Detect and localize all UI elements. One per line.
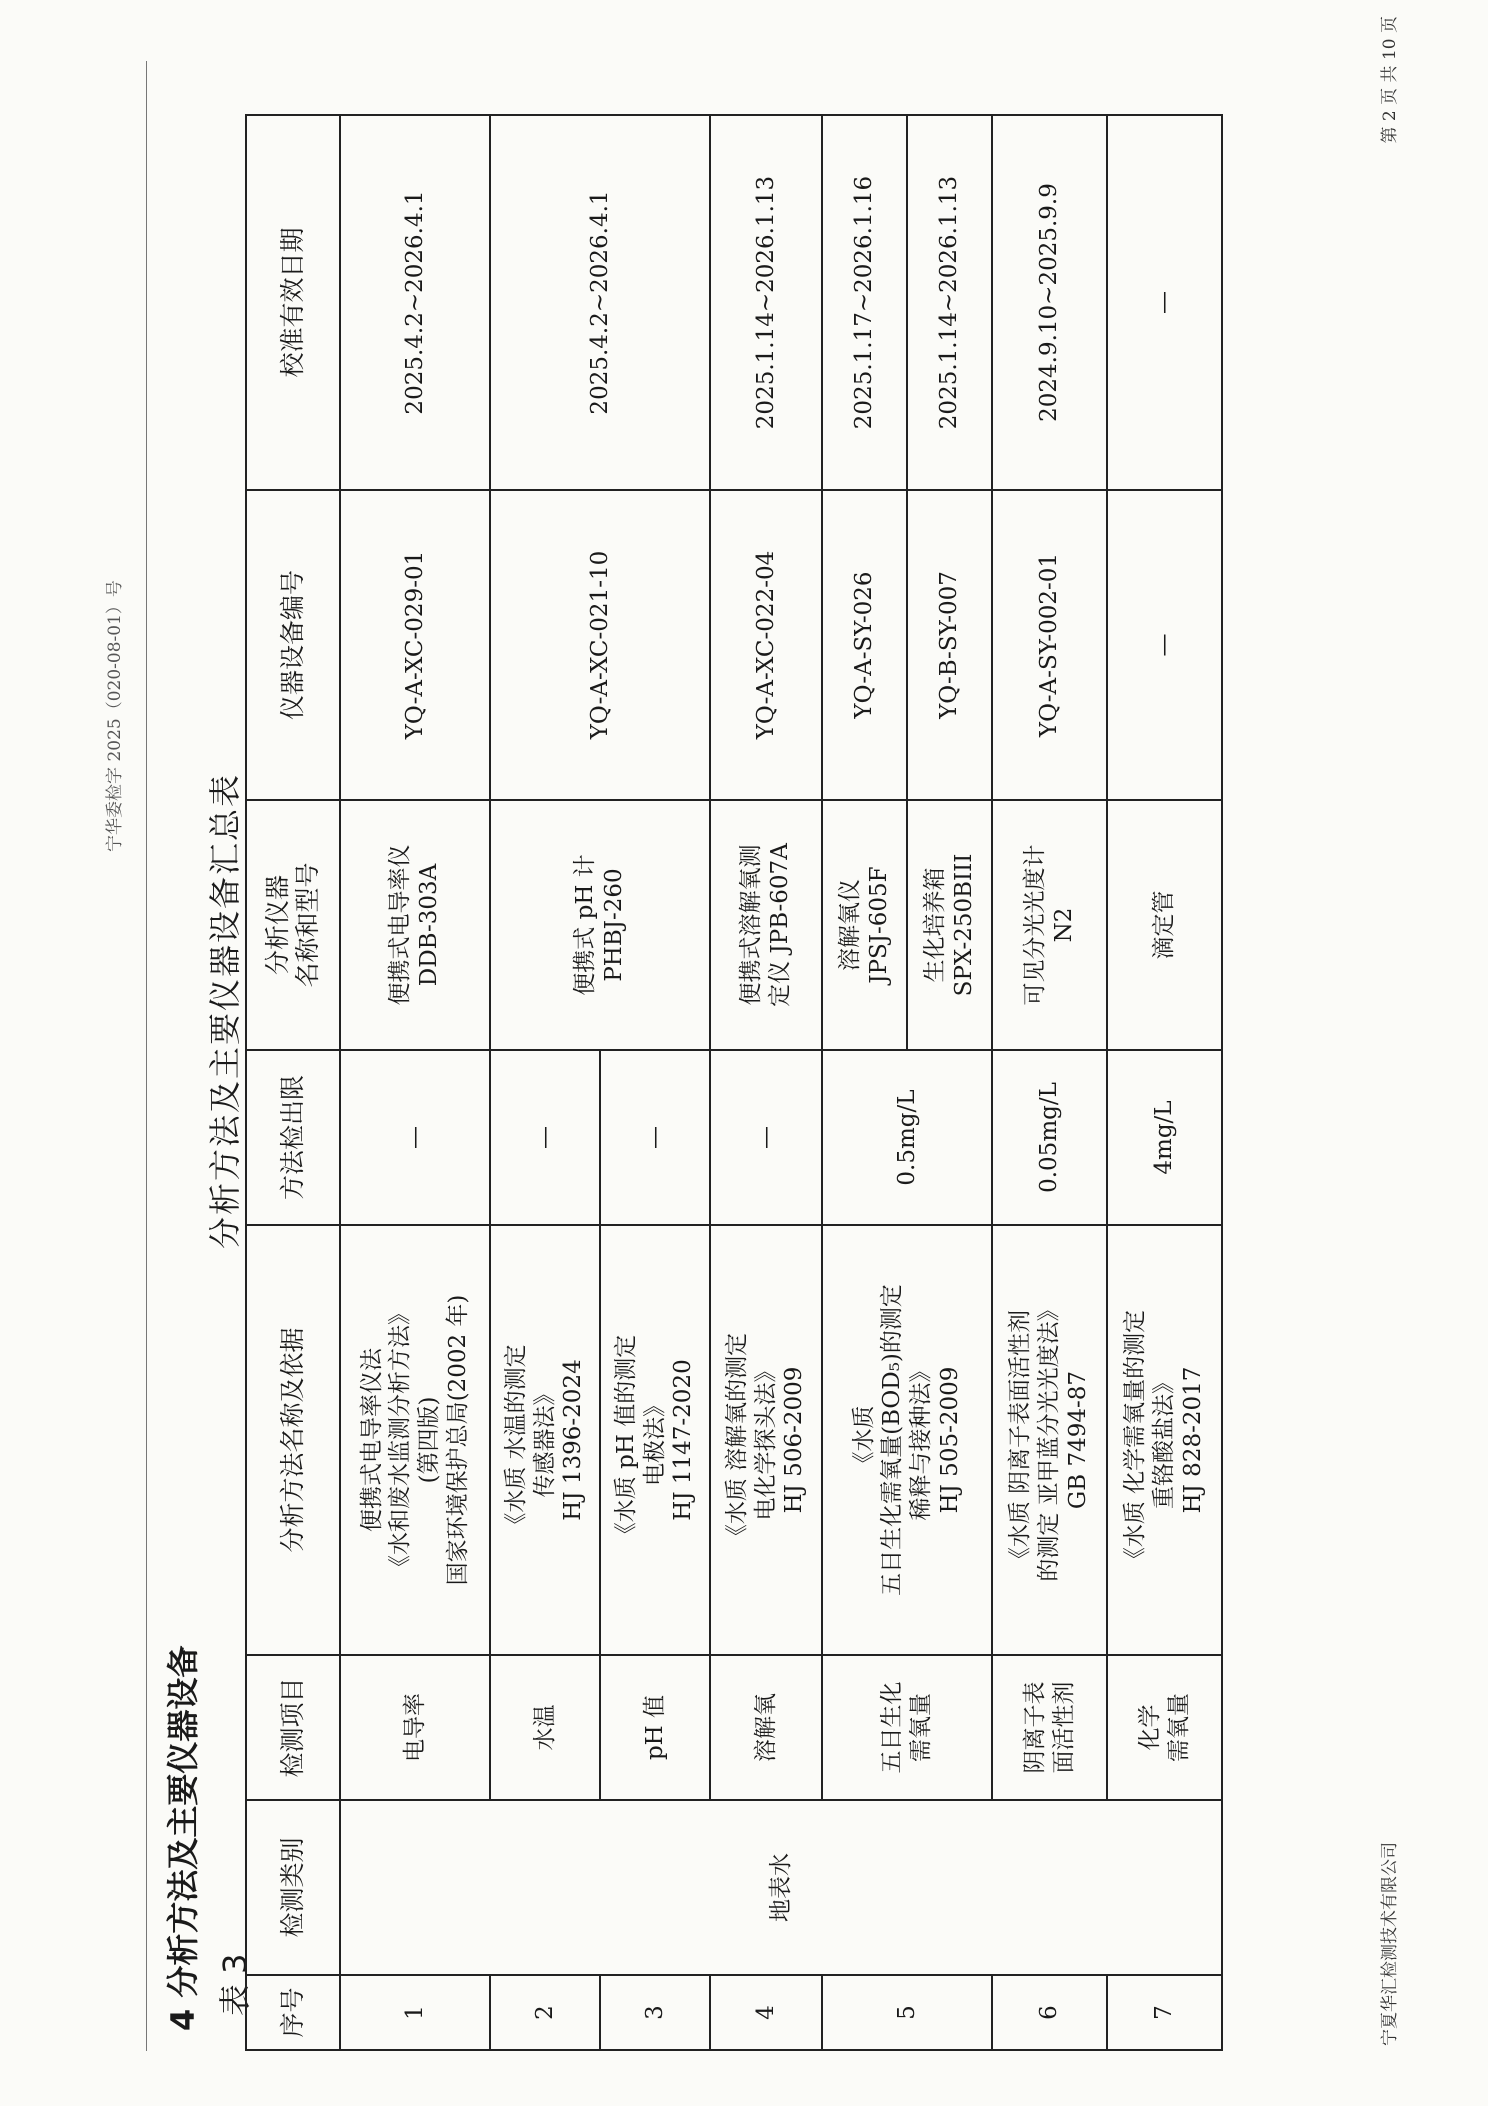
header-no: 序号 [246,1975,340,2050]
cell-equip-no: YQ-A-XC-021-10 [490,490,710,800]
cell-instrument: 便携式电导率仪 DDB-303A [340,800,490,1050]
cell-item: 溶解氧 [710,1655,822,1800]
cell-no: 7 [1107,1975,1222,2050]
cell-limit: — [340,1050,490,1225]
cell-equip-no: — [1107,490,1222,800]
cell-method: 《水质 阴离子表面活性剂 的测定 亚甲蓝分光光度法》 GB 7494-87 [992,1225,1107,1655]
cell-valid-date: 2025.1.14~2026.1.13 [907,115,992,490]
table-row [822,115,907,2050]
cell-valid-date: 2024.9.10~2025.9.9 [992,115,1107,490]
header-method: 分析方法名称及依据 [246,1225,340,1655]
cell-method: 《水质 水温的测定 传感器法》 HJ 1396-2024 [490,1225,600,1655]
cell-item: 五日生化 需氧量 [822,1655,992,1800]
cell-category: 地表水 [340,1800,1222,1975]
section-title: 4 分析方法及主要仪器设备 [164,1645,202,2031]
table-row [490,115,600,2050]
table-label: 表 3 [216,1953,254,2016]
cell-limit: 0.5mg/L [822,1050,992,1225]
cell-instrument: 溶解氧仪 JPSJ-605F [822,800,907,1050]
cell-instrument: 便携式 pH 计 PHBJ-260 [490,800,710,1050]
cell-method: 《水质 pH 值的测定 电极法》 HJ 1147-2020 [600,1225,710,1655]
cell-item: pH 值 [600,1655,710,1800]
header-equip-no: 仪器设备编号 [246,490,340,800]
cell-no: 4 [710,1975,822,2050]
cell-limit: — [490,1050,600,1225]
cell-no: 5 [822,1975,992,2050]
report-number: 宁华委检字 2025（020-08-01）号 [105,580,125,852]
cell-valid-date: 2025.1.17~2026.1.16 [822,115,907,490]
cell-method: 便携式电导率仪法 《水和废水监测分析方法》 (第四版) 国家环境保护总局(2002 年) [340,1225,490,1655]
cell-valid-date: 2025.1.14~2026.1.13 [710,115,822,490]
table-row [710,115,822,2050]
footer-page-number: 第 2 页 共 10 页 [1380,16,1400,144]
cell-equip-no: YQ-A-XC-022-04 [710,490,822,800]
cell-valid-date: — [1107,115,1222,490]
header-instrument: 分析仪器 名称和型号 [246,800,340,1050]
cell-instrument: 滴定管 [1107,800,1222,1050]
cell-no: 3 [600,1975,710,2050]
cell-equip-no: YQ-B-SY-007 [907,490,992,800]
cell-no: 2 [490,1975,600,2050]
cell-method: 《水质 溶解氧的测定 电化学探头法》 HJ 506-2009 [710,1225,822,1655]
cell-limit: — [600,1050,710,1225]
table-row [1107,115,1222,2050]
cell-item: 化学 需氧量 [1107,1655,1222,1800]
cell-equip-no: YQ-A-SY-002-01 [992,490,1107,800]
footer-company: 宁夏华汇检测技术有限公司 [1380,1842,1400,2046]
header-item: 检测项目 [246,1655,340,1800]
cell-instrument: 便携式溶解氧测 定仪 JPB-607A [710,800,822,1050]
cell-instrument: 生化培养箱 SPX-250BIII [907,800,992,1050]
header-category: 检测类别 [246,1800,340,1975]
cell-equip-no: YQ-A-XC-029-01 [340,490,490,800]
cell-item: 水温 [490,1655,600,1800]
cell-limit: — [710,1050,822,1225]
cell-no: 1 [340,1975,490,2050]
analysis-methods-table [245,114,1223,2051]
table-row [340,115,490,2050]
cell-item: 阴离子表 面活性剂 [992,1655,1107,1800]
header-valid-date: 校准有效日期 [246,115,340,490]
cell-equip-no: YQ-A-SY-026 [822,490,907,800]
cell-method: 《水质 化学需氧量的测定 重铬酸盐法》 HJ 828-2017 [1107,1225,1222,1655]
cell-limit: 0.05mg/L [992,1050,1107,1225]
table-row [992,115,1107,2050]
table-title: 分析方法及主要仪器设备汇总表 [206,773,244,1250]
cell-valid-date: 2025.4.2~2026.4.1 [340,115,490,490]
header-rule [146,61,147,2051]
table-header-row [246,115,340,2050]
cell-no: 6 [992,1975,1107,2050]
cell-instrument: 可见分光光度计 N2 [992,800,1107,1050]
header-limit: 方法检出限 [246,1050,340,1225]
cell-limit: 4mg/L [1107,1050,1222,1225]
cell-item: 电导率 [340,1655,490,1800]
cell-valid-date: 2025.4.2~2026.4.1 [490,115,710,490]
cell-method: 《水质 五日生化需氧量(BOD₅)的测定 稀释与接种法》 HJ 505-2009 [822,1225,992,1655]
